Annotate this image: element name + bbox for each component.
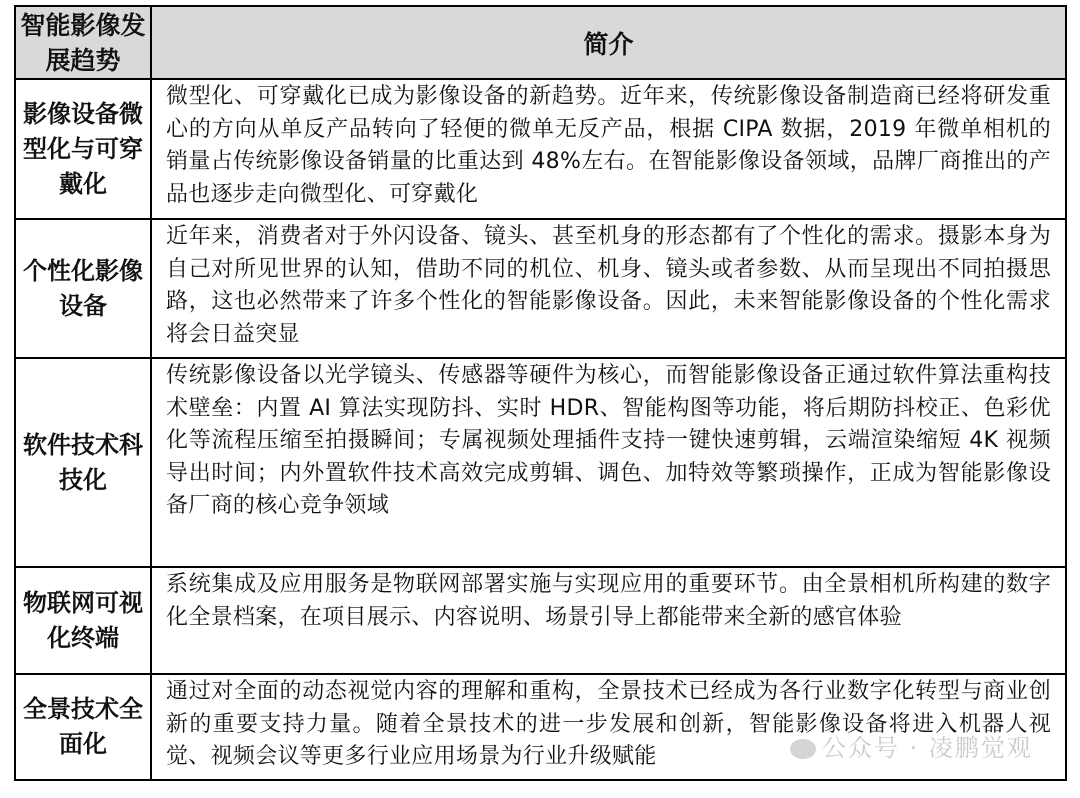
header-intro: 简介	[151, 6, 1066, 79]
table-row	[15, 567, 1066, 674]
row-topic: 物联网可视化终端	[15, 567, 151, 674]
table-row	[15, 358, 1066, 567]
table-row	[15, 79, 1066, 219]
header-row	[15, 6, 1066, 79]
row-topic: 个性化影像设备	[15, 219, 151, 358]
trends-table	[14, 5, 1067, 781]
header-trend: 智能影像发展趋势	[15, 6, 151, 79]
row-topic: 影像设备微型化与可穿戴化	[15, 79, 151, 219]
row-description: 通过对全面的动态视觉内容的理解和重构，全景技术已经成为各行业数字化转型与商业创新的重要支持力量。随着全景技术的进一步发展和创新，智能影像设备将进入机器人视觉、视频会议等更多行业应用场景为行业升级赋能	[151, 674, 1066, 780]
watermark-text: 公众号 · 凌鹏觉观	[822, 734, 1033, 762]
row-description: 微型化、可穿戴化已成为影像设备的新趋势。近年来，传统影像设备制造商已经将研发重心的方向从单反产品转向了轻便的微单无反产品，根据 CIPA 数据，2019 年微单相机的销量占传统影像设备销量的比重达到 48%左右。在智能影像设备领域，品牌厂商推出的产品也逐步走向微型化、可穿戴化	[151, 79, 1066, 219]
table-row	[15, 674, 1066, 780]
row-description: 系统集成及应用服务是物联网部署实施与实现应用的重要环节。由全景相机所构建的数字化全景档案，在项目展示、内容说明、场景引导上都能带来全新的感官体验	[151, 567, 1066, 674]
row-topic: 软件技术科技化	[15, 358, 151, 567]
row-description: 传统影像设备以光学镜头、传感器等硬件为核心，而智能影像设备正通过软件算法重构技术壁垒：内置 AI 算法实现防抖、实时 HDR、智能构图等功能，将后期防抖校正、色彩优化等流程压缩至拍摄瞬间；专属视频处理插件支持一键快速剪辑，云端渲染缩短 4K 视频导出时间；内外置软件技术高效完成剪辑、调色、加特效等繁琐操作，正成为智能影像设备厂商的核心竞争领域	[151, 358, 1066, 567]
row-topic: 全景技术全面化	[15, 674, 151, 780]
table-row	[15, 219, 1066, 358]
row-description: 近年来，消费者对于外闪设备、镜头、甚至机身的形态都有了个性化的需求。摄影本身为自己对所见世界的认知，借助不同的机位、机身、镜头或者参数、从而呈现出不同拍摄思路，这也必然带来了许多个性化的智能影像设备。因此，未来智能影像设备的个性化需求将会日益突显	[151, 219, 1066, 358]
